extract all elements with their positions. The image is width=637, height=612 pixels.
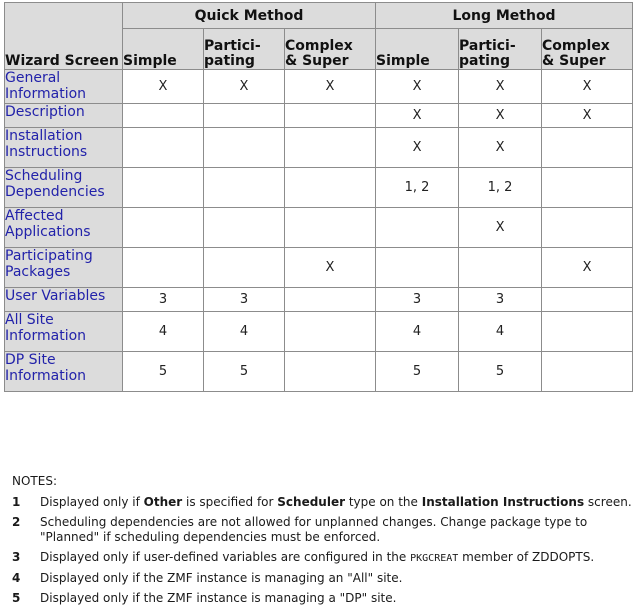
table-cell: X — [542, 248, 633, 288]
table-cell — [542, 208, 633, 248]
subheader: Partici- pating — [204, 29, 285, 70]
note-emphasis: PKGCREAT — [410, 553, 459, 564]
note-text — [40, 550, 632, 566]
table-cell — [376, 248, 459, 288]
table-row — [5, 104, 633, 128]
note-item — [12, 550, 632, 566]
group-header-long: Long Method — [376, 3, 633, 29]
wizard-screen-link[interactable]: DP Site Information — [5, 352, 123, 392]
note-number: 3 — [12, 550, 21, 564]
table-cell — [123, 208, 204, 248]
corner-header: Wizard Screen — [5, 3, 123, 70]
note-number: 1 — [12, 495, 21, 509]
table-cell: 3 — [376, 288, 459, 312]
notes-title: NOTES: — [12, 474, 57, 488]
note-emphasis: Other — [143, 495, 183, 509]
table-cell — [123, 168, 204, 208]
table-cell: 3 — [204, 288, 285, 312]
subheader: Complex & Super — [542, 29, 633, 70]
note-text: Displayed only if the ZMF instance is managing a "DP" site. — [40, 591, 397, 605]
table-cell: 5 — [123, 352, 204, 392]
table-row — [5, 312, 633, 352]
table-cell: X — [459, 104, 542, 128]
table-cell — [204, 104, 285, 128]
subheader: Simple — [376, 29, 459, 70]
table-cell: X — [459, 128, 542, 168]
table-row — [5, 352, 633, 392]
table-cell: 5 — [459, 352, 542, 392]
table-cell — [123, 104, 204, 128]
note-item — [12, 515, 632, 545]
table-cell: 5 — [376, 352, 459, 392]
note-text-part: member of ZDDOPTS. — [458, 550, 595, 564]
table-cell — [285, 288, 376, 312]
table-cell: X — [204, 70, 285, 104]
note-text-part: is specified for — [182, 495, 278, 509]
subheader: Partici- pating — [459, 29, 542, 70]
note-text-part: type on the — [345, 495, 422, 509]
table-cell — [204, 248, 285, 288]
table-cell — [285, 352, 376, 392]
note-text-part: Displayed only if — [40, 495, 144, 509]
note-item — [12, 495, 632, 510]
table-cell: 5 — [204, 352, 285, 392]
notes-list — [12, 495, 632, 606]
note-item — [12, 591, 632, 606]
note-number: 5 — [12, 591, 21, 605]
wizard-matrix-table — [4, 2, 633, 392]
note-text: Scheduling dependencies are not allowed for unplanned changes. Change package type to "Planned" if scheduling dependencies must be enforced. — [40, 515, 588, 544]
wizard-screen-link[interactable]: Installation Instructions — [5, 128, 123, 168]
table-cell — [542, 128, 633, 168]
table-row — [5, 288, 633, 312]
table-cell: 4 — [376, 312, 459, 352]
table-cell: 4 — [459, 312, 542, 352]
table-cell: X — [376, 70, 459, 104]
table-cell — [376, 208, 459, 248]
table-row — [5, 248, 633, 288]
note-text — [40, 495, 632, 510]
table-cell: 1, 2 — [459, 168, 542, 208]
table-cell: X — [542, 104, 633, 128]
note-item — [12, 571, 632, 586]
wizard-screen-link[interactable]: General Information — [5, 70, 123, 104]
table-cell: X — [285, 70, 376, 104]
table-row — [5, 168, 633, 208]
table-row — [5, 70, 633, 104]
table-cell — [204, 128, 285, 168]
table-cell: 4 — [123, 312, 204, 352]
table-cell — [285, 168, 376, 208]
note-number: 2 — [12, 515, 21, 529]
note-emphasis: Installation Instructions — [421, 495, 585, 509]
table-cell — [459, 248, 542, 288]
table-cell — [285, 128, 376, 168]
table-cell: X — [285, 248, 376, 288]
table-cell: X — [376, 128, 459, 168]
table-cell: X — [542, 70, 633, 104]
note-text-part: screen. — [584, 495, 632, 509]
table-cell — [542, 168, 633, 208]
table-cell — [204, 168, 285, 208]
table-cell: X — [459, 208, 542, 248]
wizard-screen-link[interactable]: All Site Information — [5, 312, 123, 352]
table-cell: 3 — [123, 288, 204, 312]
note-text: Displayed only if the ZMF instance is managing an "All" site. — [40, 571, 403, 585]
table-cell — [285, 312, 376, 352]
table-cell: X — [459, 70, 542, 104]
table-cell — [204, 208, 285, 248]
table-cell — [285, 208, 376, 248]
note-text-part: Displayed only if user-defined variables are configured in the — [40, 550, 411, 564]
table-cell — [542, 312, 633, 352]
table-row — [5, 128, 633, 168]
table-cell — [542, 288, 633, 312]
table-row — [5, 208, 633, 248]
table-cell: X — [376, 104, 459, 128]
wizard-screen-link[interactable]: Participating Packages — [5, 248, 123, 288]
wizard-screen-link[interactable]: Scheduling Dependencies — [5, 168, 123, 208]
table-cell: 1, 2 — [376, 168, 459, 208]
wizard-screen-link[interactable]: Affected Applications — [5, 208, 123, 248]
table-cell — [285, 104, 376, 128]
note-emphasis: Scheduler — [277, 495, 346, 509]
table-cell: X — [123, 70, 204, 104]
notes-section — [12, 474, 632, 611]
table-cell — [542, 352, 633, 392]
group-header-quick: Quick Method — [123, 3, 376, 29]
subheader: Simple — [123, 29, 204, 70]
table-cell: 4 — [204, 312, 285, 352]
note-number: 4 — [12, 571, 21, 585]
wizard-screen-link[interactable]: Description — [5, 104, 123, 128]
table-cell — [123, 248, 204, 288]
table-cell — [123, 128, 204, 168]
wizard-screen-link[interactable]: User Variables — [5, 288, 123, 312]
table-cell: 3 — [459, 288, 542, 312]
subheader: Complex & Super — [285, 29, 376, 70]
